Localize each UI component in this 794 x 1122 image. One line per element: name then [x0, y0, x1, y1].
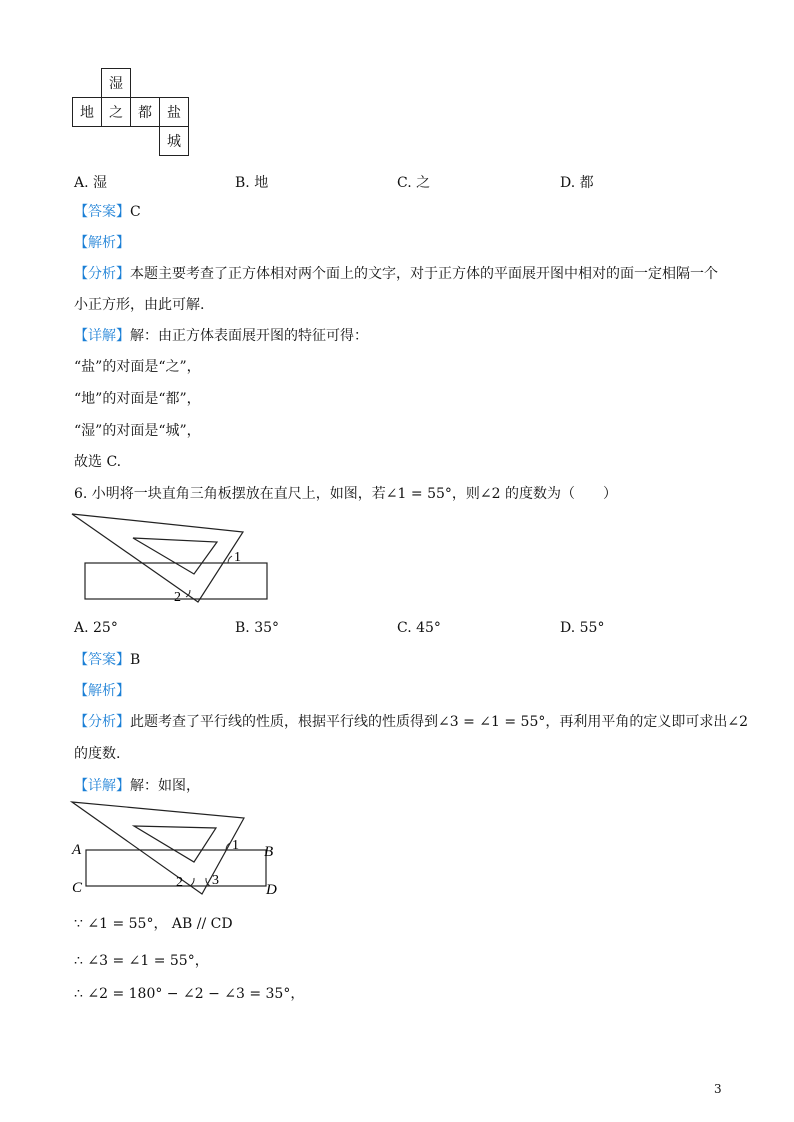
- q6-option-a: A. 25°: [74, 620, 118, 636]
- fenxi-tag: 【分析】: [74, 714, 130, 730]
- q5-analysis-tag: 【解析】: [74, 235, 130, 251]
- q6-detail: [74, 776, 200, 796]
- q6-step-2: ∴ ∠3 = ∠1 = 55°，: [74, 953, 209, 969]
- fenxi-tag: 【分析】: [74, 266, 130, 282]
- label-c: C: [72, 880, 83, 896]
- answer-tag: 【答案】: [74, 204, 130, 220]
- q6-step-1: ∵ ∠1 = 55°， AB // CD: [74, 916, 233, 932]
- q6-figure-1: [70, 510, 280, 606]
- q5-fenxi: [74, 264, 718, 284]
- q5-option-a: A. 湿: [74, 175, 108, 191]
- q5-option-d: D. 都: [560, 175, 594, 191]
- detail-tag: 【详解】: [74, 328, 130, 344]
- net-cell-empty: [73, 127, 102, 156]
- q6-fenxi-cont: 的度数.: [74, 746, 121, 762]
- triangle-inner: [133, 538, 217, 574]
- net-cell-empty: [131, 69, 160, 98]
- triangle-inner: [134, 826, 216, 862]
- triangle-outer: [72, 514, 243, 602]
- net-cell-empty: [73, 69, 102, 98]
- q5-line-c: “湿”的对面是“城”，: [74, 423, 201, 439]
- net-cell-shi: 湿: [102, 69, 131, 98]
- fenxi-text: 本题主要考查了正方体相对两个面上的文字，对于正方体的平面展开图中相对的面一定相隔一个: [130, 266, 718, 282]
- cube-net: [72, 68, 189, 156]
- q6-question: 6. 小明将一块直角三角板摆放在直尺上，如图，若∠1 = 55°，则∠2 的度数为（ ）: [74, 486, 617, 502]
- q5-line-a: “盐”的对面是“之”，: [74, 359, 201, 375]
- net-cell-zhi: 之: [102, 98, 131, 127]
- q5-option-b: B. 地: [235, 175, 269, 191]
- net-cell-empty: [131, 127, 160, 156]
- angle-2-label: 2: [176, 875, 183, 890]
- net-cell-empty: [160, 69, 189, 98]
- label-b: B: [264, 844, 274, 860]
- q6-option-c: C. 45°: [397, 620, 441, 636]
- detail-tag: 【详解】: [74, 778, 130, 794]
- net-cell-du: 都: [131, 98, 160, 127]
- detail-text: 解：由正方体表面展开图的特征可得：: [130, 328, 368, 344]
- q5-detail: [74, 326, 368, 346]
- answer-value: B: [130, 652, 141, 668]
- q5-answer: [74, 202, 141, 222]
- q6-option-d: D. 55°: [560, 620, 605, 636]
- q5-line-b: “地”的对面是“都”，: [74, 391, 201, 407]
- detail-text: 解：如图，: [130, 778, 200, 794]
- fenxi-text: 此题考查了平行线的性质，根据平行线的性质得到∠3 = ∠1 = 55°，再利用平角的定义即可求出∠2: [130, 714, 748, 730]
- angle-1-label: 1: [234, 550, 241, 565]
- angle-3-label: 3: [212, 873, 219, 888]
- q6-figure-2: [66, 798, 286, 898]
- q6-analysis-tag: 【解析】: [74, 683, 130, 699]
- angle-2-arc: [190, 878, 194, 886]
- q5-fenxi-cont: 小正方形，由此可解.: [74, 297, 205, 313]
- net-cell-di: 地: [73, 98, 102, 127]
- answer-tag: 【答案】: [74, 652, 130, 668]
- angle-2-label: 2: [174, 590, 181, 605]
- page-number: 3: [714, 1082, 722, 1096]
- q5-choose: 故选 C.: [74, 454, 122, 470]
- label-a: A: [72, 842, 82, 858]
- angle-1-arc: [228, 556, 232, 563]
- net-cell-cheng: 城: [160, 127, 189, 156]
- angle-1-label: 1: [232, 838, 239, 853]
- q6-option-b: B. 35°: [235, 620, 280, 636]
- q6-answer: [74, 650, 140, 670]
- net-cell-empty: [102, 127, 131, 156]
- label-d: D: [266, 882, 277, 898]
- net-cell-yan: 盐: [160, 98, 189, 127]
- q5-option-c: C. 之: [397, 175, 431, 191]
- q6-fenxi: [74, 712, 748, 732]
- answer-value: C: [130, 204, 141, 220]
- q6-step-3: ∴ ∠2 = 180° − ∠2 − ∠3 = 35°，: [74, 986, 305, 1002]
